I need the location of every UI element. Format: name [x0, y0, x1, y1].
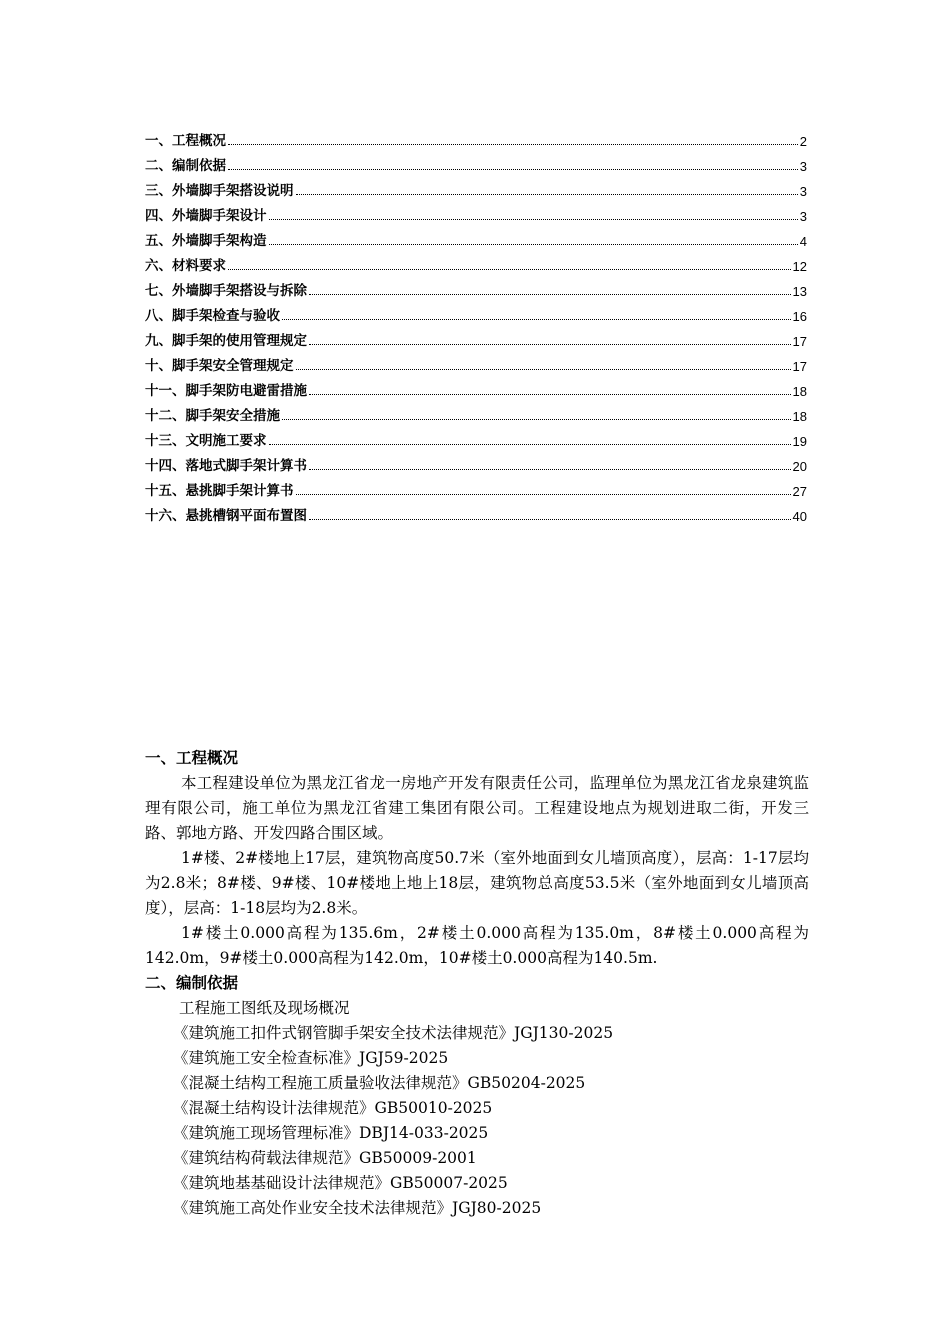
- overview-paragraph: 1#楼、2#楼地上17层，建筑物高度50.7米（室外地面到女儿墙顶高度），层高：1-17层均为2.8米；8#楼、9#楼、10#楼地上地上18层，建筑物总高度53.5米（室外地面到女儿墙顶高度），层高：1-18层均为2.8米。: [145, 849, 809, 917]
- toc-leader-dots: [228, 269, 791, 270]
- toc-entry-title: 六、材料要求: [145, 258, 226, 274]
- toc-entry[interactable]: [145, 299, 807, 324]
- basis-item: 《建筑结构荷载法律规范》GB50009-2001: [173, 1149, 477, 1167]
- section-heading-overview: 一、工程概况: [145, 749, 239, 767]
- overview-paragraph: 本工程建设单位为黑龙江省龙一房地产开发有限责任公司，监理单位为黑龙江省龙泉建筑监理有限公司，施工单位为黑龙江省建工集团有限公司。工程建设地点为规划进取二街，开发三路、郭地方路、开发四路合围区域。: [145, 774, 809, 842]
- toc-leader-dots: [309, 519, 791, 520]
- toc-entry-page: 19: [792, 434, 807, 449]
- toc-entry-page: 18: [792, 384, 807, 399]
- toc-leader-dots: [269, 244, 798, 245]
- toc-leader-dots: [228, 144, 798, 145]
- toc-entry[interactable]: [145, 499, 807, 524]
- toc-entry-page: 3: [799, 209, 807, 224]
- overview-paragraph: 1#楼土0.000高程为135.6m，2#楼土0.000高程为135.0m，8#楼土0.000高程为142.0m，9#楼土0.000高程为142.0m，10#楼土0.000高程为140.5m.: [145, 924, 809, 967]
- toc-entry-title: 十五、悬挑脚手架计算书: [145, 483, 294, 499]
- toc-entry[interactable]: [145, 124, 807, 149]
- toc-leader-dots: [228, 169, 798, 170]
- toc-entry-title: 一、工程概况: [145, 133, 226, 149]
- toc-leader-dots: [269, 219, 798, 220]
- toc-entry-title: 五、外墙脚手架构造: [145, 233, 267, 249]
- toc-entry-page: 27: [792, 484, 807, 499]
- basis-item: 工程施工图纸及现场概况: [179, 999, 350, 1017]
- toc-entry-title: 九、脚手架的使用管理规定: [145, 333, 307, 349]
- toc-entry[interactable]: [145, 474, 807, 499]
- toc-leader-dots: [309, 344, 791, 345]
- basis-item: 《建筑施工扣件式钢管脚手架安全技术法律规范》JGJ130-2025: [173, 1024, 614, 1042]
- toc-entry-page: 3: [799, 184, 807, 199]
- toc-entry-page: 17: [792, 359, 807, 374]
- toc-entry-page: 4: [799, 234, 807, 249]
- table-of-contents: [145, 124, 807, 524]
- toc-entry-page: 13: [792, 284, 807, 299]
- toc-leader-dots: [296, 369, 791, 370]
- toc-entry[interactable]: [145, 449, 807, 474]
- toc-entry-title: 十四、落地式脚手架计算书: [145, 458, 307, 474]
- toc-entry[interactable]: [145, 274, 807, 299]
- toc-entry-title: 二、编制依据: [145, 158, 226, 174]
- basis-item: 《混凝土结构设计法律规范》GB50010-2025: [173, 1099, 493, 1117]
- document-body: [145, 746, 809, 1221]
- toc-entry[interactable]: [145, 374, 807, 399]
- toc-entry-page: 16: [792, 309, 807, 324]
- basis-item: 《建筑地基基础设计法律规范》GB50007-2025: [173, 1174, 508, 1192]
- toc-entry[interactable]: [145, 224, 807, 249]
- toc-entry[interactable]: [145, 349, 807, 374]
- toc-entry-title: 十二、脚手架安全措施: [145, 408, 280, 424]
- toc-entry[interactable]: [145, 424, 807, 449]
- toc-entry-page: 18: [792, 409, 807, 424]
- basis-item: 《混凝土结构工程施工质量验收法律规范》GB50204-2025: [173, 1074, 586, 1092]
- toc-entry-title: 十一、脚手架防电避雷措施: [145, 383, 307, 399]
- toc-entry[interactable]: [145, 324, 807, 349]
- toc-entry-title: 七、外墙脚手架搭设与拆除: [145, 283, 307, 299]
- toc-entry[interactable]: [145, 249, 807, 274]
- toc-leader-dots: [309, 394, 791, 395]
- toc-leader-dots: [309, 469, 791, 470]
- toc-entry-page: 17: [792, 334, 807, 349]
- toc-entry-page: 3: [799, 159, 807, 174]
- toc-entry-page: 40: [792, 509, 807, 524]
- toc-entry-page: 2: [799, 134, 807, 149]
- toc-leader-dots: [282, 419, 791, 420]
- toc-entry[interactable]: [145, 399, 807, 424]
- toc-entry-title: 四、外墙脚手架设计: [145, 208, 267, 224]
- toc-leader-dots: [296, 194, 798, 195]
- toc-entry-title: 八、脚手架检查与验收: [145, 308, 280, 324]
- toc-entry-title: 十三、文明施工要求: [145, 433, 267, 449]
- basis-item: 《建筑施工现场管理标准》DBJ14-033-2025: [173, 1124, 489, 1142]
- basis-item: 《建筑施工安全检查标准》JGJ59-2025: [173, 1049, 449, 1067]
- section-heading-basis: 二、编制依据: [145, 974, 239, 992]
- toc-entry-page: 20: [792, 459, 807, 474]
- toc-entry[interactable]: [145, 199, 807, 224]
- toc-entry-page: 12: [792, 259, 807, 274]
- toc-entry-title: 三、外墙脚手架搭设说明: [145, 183, 294, 199]
- toc-leader-dots: [296, 494, 791, 495]
- toc-leader-dots: [282, 319, 791, 320]
- toc-entry-title: 十、脚手架安全管理规定: [145, 358, 294, 374]
- toc-entry[interactable]: [145, 174, 807, 199]
- toc-entry[interactable]: [145, 149, 807, 174]
- toc-leader-dots: [269, 444, 791, 445]
- toc-leader-dots: [309, 294, 791, 295]
- toc-entry-title: 十六、悬挑槽钢平面布置图: [145, 508, 307, 524]
- basis-item: 《建筑施工高处作业安全技术法律规范》JGJ80-2025: [173, 1199, 542, 1217]
